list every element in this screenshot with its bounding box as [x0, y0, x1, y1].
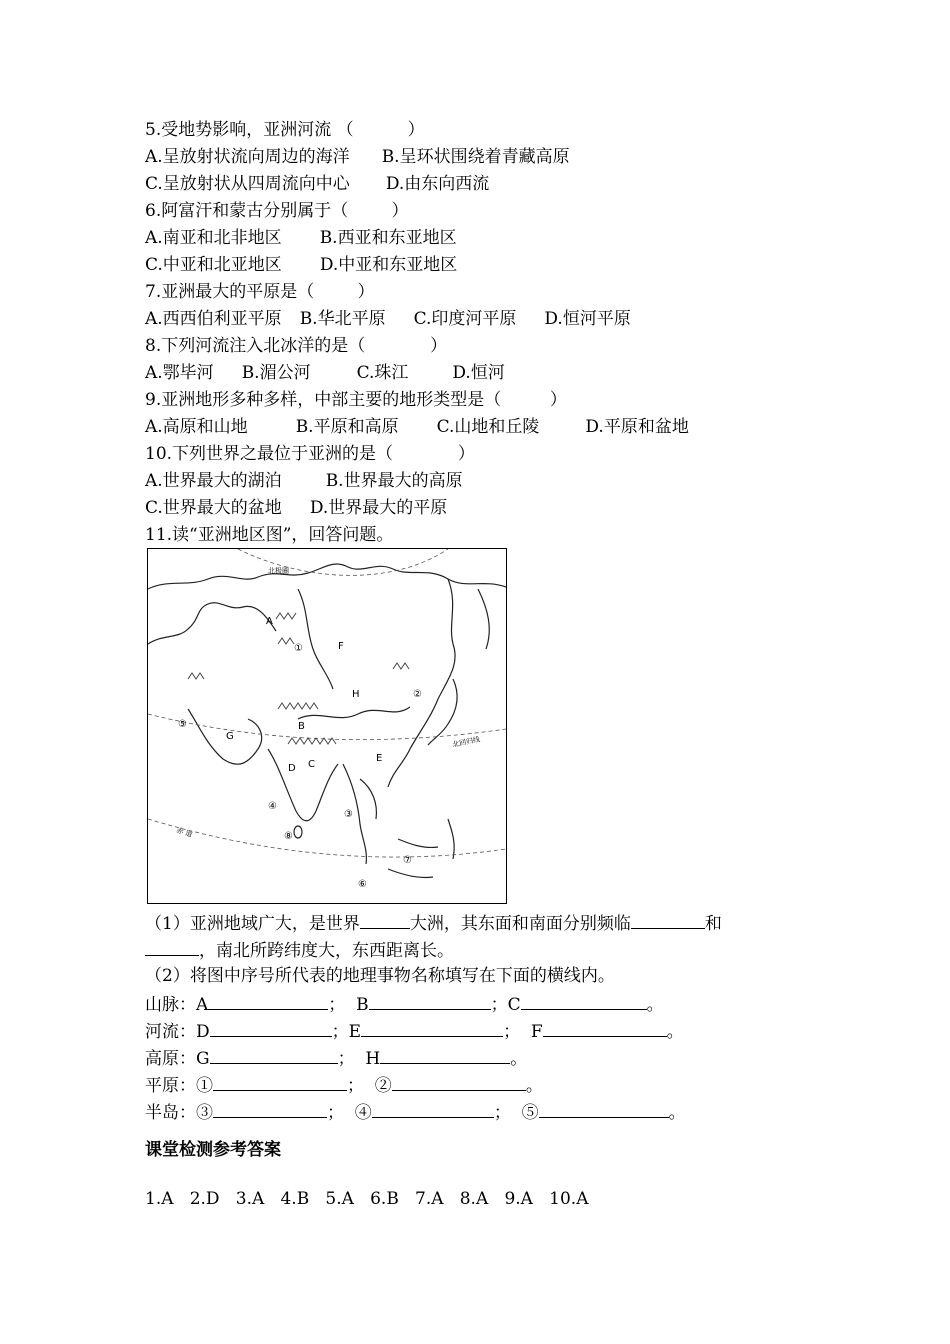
- map-num-6: ⑥: [358, 879, 367, 890]
- blank-mountain-b[interactable]: [369, 992, 491, 1010]
- map-label-a: A: [266, 616, 273, 627]
- q6-option-d: D.中亚和东亚地区: [319, 255, 458, 275]
- q6-options-row2: [145, 254, 457, 276]
- q10-stem: 10.下列世界之最位于亚洲的是（ ）: [145, 444, 475, 464]
- q6-option-c: C.中亚和北亚地区: [145, 255, 282, 275]
- q9-option-b: B.平原和高原: [295, 417, 399, 437]
- map-arctic-label: 北极圈: [268, 567, 289, 575]
- q5-options-row1: [145, 146, 570, 168]
- q10-options-row1: [145, 470, 463, 492]
- blank-south-ocean[interactable]: [145, 938, 199, 956]
- plains-2-label: ； ②: [347, 1076, 392, 1096]
- map-label-c: C: [308, 759, 315, 770]
- q6-stem: 6.阿富汗和蒙古分别属于（ ）: [145, 201, 409, 221]
- rivers-e-label: ；E: [331, 1022, 362, 1042]
- blank-mountain-a[interactable]: [208, 992, 328, 1010]
- q5-stem: 5.受地势影响，亚洲河流 （ ）: [145, 120, 425, 140]
- q8-options: [145, 362, 505, 384]
- mountains-b-label: ； B: [328, 995, 369, 1015]
- q5-option-c: C.呈放射状从四周流向中心: [145, 174, 350, 194]
- map-num-5: ⑤: [178, 719, 187, 730]
- q10-option-c: C.世界最大的盆地: [145, 498, 282, 518]
- row-plateaus: [145, 1046, 527, 1070]
- q9-options: [145, 416, 689, 438]
- row-mountains: [145, 992, 664, 1016]
- answers-text: 1.A 2.D 3.A 4.B 5.A 6.B 7.A 8.A 9.A 10.A: [145, 1189, 589, 1209]
- map-num-3: ③: [344, 809, 353, 820]
- mountains-end: 。: [646, 995, 664, 1015]
- map-num-1: ①: [294, 643, 303, 654]
- q8-stem: 8.下列河流注入北冰洋的是（ ）: [145, 336, 448, 356]
- q7-option-c: C.印度河平原: [413, 309, 517, 329]
- blank-river-e[interactable]: [361, 1019, 503, 1037]
- q8-option-d: D.恒河: [452, 363, 505, 383]
- asia-map: [147, 548, 507, 904]
- blank-continent-rank[interactable]: [360, 911, 410, 929]
- part1-text-d: ，南北所跨纬度大，东西距离长。: [199, 941, 454, 961]
- q10-option-b: B.世界最大的高原: [325, 471, 463, 491]
- map-num-2: ②: [413, 689, 422, 700]
- rivers-end: 。: [666, 1022, 684, 1042]
- part1-text-a: （1）亚洲地域广大，是世界: [145, 914, 360, 934]
- mountains-label: 山脉：A: [145, 995, 209, 1015]
- q10-options-row2: [145, 497, 447, 519]
- plateaus-h-label: ； H: [337, 1049, 381, 1069]
- q6-options-row1: [145, 227, 457, 249]
- kunlun-mountains: [278, 703, 318, 709]
- q9-option-c: C.山地和丘陵: [436, 417, 540, 437]
- map-label-f: F: [338, 641, 344, 652]
- part2-intro: （2）将图中序号所代表的地理事物名称填写在下面的横线内。: [145, 966, 615, 986]
- q5-option-a: A.呈放射状流向周边的海洋: [145, 147, 350, 167]
- q6-option-a: A.南亚和北非地区: [145, 228, 282, 248]
- peninsulas-4-label: ； ④: [327, 1103, 372, 1123]
- q8-option-a: A.鄂毕河: [145, 363, 214, 383]
- map-num-8: ⑧: [284, 831, 293, 842]
- rivers-f-label: ； F: [503, 1022, 543, 1042]
- plateaus-label: 高原：G: [145, 1049, 210, 1069]
- q7-stem: 7.亚洲最大的平原是（ ）: [145, 282, 375, 302]
- q5-options-row2: [145, 173, 489, 195]
- plains-label: 平原：①: [145, 1076, 213, 1096]
- peninsulas-end: 。: [668, 1103, 686, 1123]
- blank-plateau-h[interactable]: [380, 1046, 510, 1064]
- q7-option-a: A.西西伯利亚平原: [145, 309, 282, 329]
- part1-line1: [145, 911, 722, 935]
- q10-option-a: A.世界最大的湖泊: [145, 471, 282, 491]
- q5-option-d: D.由东向西流: [385, 174, 490, 194]
- blank-river-d[interactable]: [210, 1019, 332, 1037]
- row-plains: [145, 1073, 543, 1097]
- map-num-7: ⑦: [403, 855, 412, 866]
- row-peninsulas: [145, 1100, 686, 1124]
- blank-peninsula-3[interactable]: [213, 1100, 327, 1118]
- map-equator-label: 赤 道: [175, 826, 194, 839]
- blank-peninsula-5[interactable]: [539, 1100, 669, 1118]
- q9-stem: 9.亚洲地形多种多样，中部主要的地形类型是（ ）: [145, 390, 567, 410]
- q5-option-b: B.呈环状围绕着青藏高原: [381, 147, 570, 167]
- east-mountains: [393, 663, 409, 669]
- q11-stem: 11.读“亚洲地区图”，回答问题。: [145, 525, 394, 545]
- blank-east-ocean[interactable]: [631, 911, 705, 929]
- blank-peninsula-4[interactable]: [372, 1100, 494, 1118]
- q8-option-b: B.湄公河: [241, 363, 311, 383]
- answers-heading: 课堂检测参考答案: [145, 1140, 281, 1160]
- blank-plain-2[interactable]: [392, 1073, 526, 1091]
- map-label-h: H: [352, 689, 360, 700]
- row-rivers: [145, 1019, 684, 1043]
- blank-plateau-g[interactable]: [210, 1046, 338, 1064]
- q9-option-a: A.高原和山地: [145, 417, 248, 437]
- map-label-g: G: [226, 731, 234, 742]
- q6-option-b: B.西亚和东亚地区: [319, 228, 457, 248]
- q10-option-d: D.世界最大的平原: [309, 498, 448, 518]
- q7-option-b: B.华北平原: [299, 309, 386, 329]
- part1-text-c: 和: [704, 914, 722, 934]
- rivers-label: 河流：D: [145, 1022, 210, 1042]
- map-label-e: E: [376, 753, 383, 764]
- part1-line2: [145, 938, 454, 962]
- map-label-d: D: [288, 763, 296, 774]
- peninsulas-5-label: ； ⑤: [493, 1103, 539, 1123]
- map-num-4: ④: [268, 801, 277, 812]
- q7-options: [145, 308, 631, 330]
- ural-mountains: [276, 613, 296, 644]
- blank-plain-1[interactable]: [213, 1073, 347, 1091]
- q7-option-d: D.恒河平原: [544, 309, 631, 329]
- map-label-b: B: [298, 721, 305, 732]
- west-mountains: [188, 673, 204, 679]
- peninsulas-label: 半岛：③: [145, 1103, 213, 1123]
- q8-option-c: C.珠江: [356, 363, 409, 383]
- mountains-c-label: ；C: [490, 995, 521, 1015]
- part1-text-b: 大洲，其东面和南面分别频临: [409, 914, 631, 934]
- map-tropic-label: 北回归线: [451, 735, 481, 749]
- blank-mountain-c[interactable]: [521, 992, 647, 1010]
- plains-end: 。: [525, 1076, 543, 1096]
- q9-option-d: D.平原和盆地: [585, 417, 689, 437]
- equator-line: [148, 819, 506, 857]
- blank-river-f[interactable]: [543, 1019, 667, 1037]
- plateaus-end: 。: [510, 1049, 528, 1069]
